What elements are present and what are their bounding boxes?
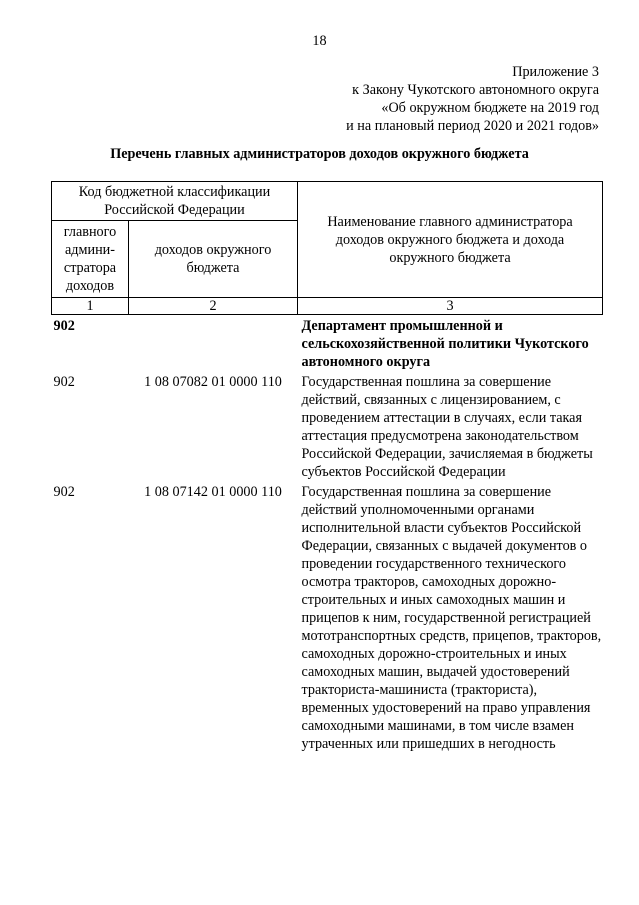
name-cell: Государственная пошлина за совершение действий, связанных с лицензированием, с проведением аттестации в случаях, если такая аттестация предусмотрена законодательством Российской Федерации, зачисляемая в бюджеты субъектов Российской Федерации <box>301 374 593 480</box>
table-row <box>52 481 603 753</box>
column-number-3: 3 <box>298 298 603 315</box>
document-title: Перечень главных администраторов доходов окружного бюджета <box>110 146 529 162</box>
column-number-2: 2 <box>129 298 298 315</box>
appendix-line: Приложение 3 <box>512 64 599 80</box>
appendix-line: к Закону Чукотского автономного округа <box>352 82 599 98</box>
appendix-line: «Об окружном бюджете на 2019 год <box>381 100 599 116</box>
name-cell: Департамент промышленной и сельскохозяйственной политики Чукотского автономного округа <box>301 318 589 370</box>
appendix-reference <box>346 63 599 135</box>
table-row <box>52 371 603 481</box>
revenue-code-cell <box>129 315 298 372</box>
name-cell: Государственная пошлина за совершение действий уполномоченными органами исполнительной власти субъектов Российской Федерации, связанных с выдачей документов о проведении государственного технического осмотра тракторов, самоходных дорожно-строительных и иных самоходных машин и прицепов к ним, государственной регистрацией мототранспортных средств, прицепов, тракторов, самоходных дорожно-строительных и иных самоходных машин, выдачей удостоверений тракториста-машиниста (тракториста), временных удостоверений на право управления самоходными машинами, в том числе взамен утраченных или пришедших в негодность <box>301 484 602 752</box>
column-number-1: 1 <box>52 298 129 315</box>
header-code-column: доходов окружного бюджета <box>129 221 298 298</box>
revenue-code-cell: 1 08 07082 01 0000 110 <box>144 374 282 390</box>
revenue-code-cell: 1 08 07142 01 0000 110 <box>144 484 282 500</box>
header-admin-column: главного админи-стратора доходов <box>52 221 129 298</box>
admin-code-cell: 902 <box>53 484 75 500</box>
table-row <box>52 315 603 372</box>
administrators-table <box>51 181 603 753</box>
appendix-line: и на плановый период 2020 и 2021 годов» <box>346 118 599 134</box>
header-group-classification: Код бюджетной классификации Российской Федерации <box>52 182 298 221</box>
header-name-column: Наименование главного администратора доходов окружного бюджета и дохода окружного бюджета <box>298 182 603 298</box>
admin-code-cell: 902 <box>53 374 75 390</box>
admin-code-cell: 902 <box>53 318 75 334</box>
page-number: 18 <box>312 33 327 49</box>
